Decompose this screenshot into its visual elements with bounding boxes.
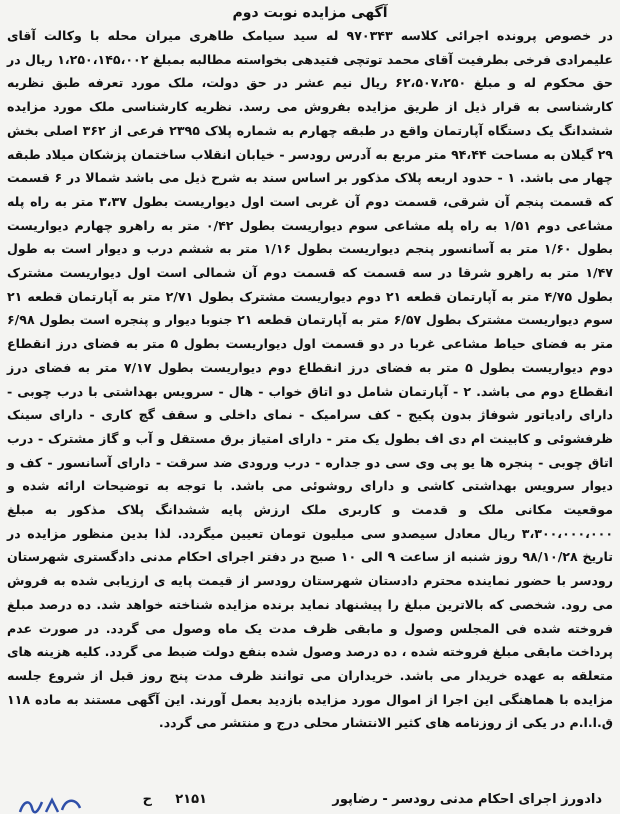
handwritten-stamp-mark: [16, 796, 84, 814]
notice-title: آگهی مزایده نوبت دوم: [232, 5, 388, 21]
notice-code: ۲۱۵۱: [175, 792, 207, 807]
notice-footer: [8, 788, 612, 812]
notice-code-prefix: ح: [142, 792, 152, 807]
signature-line: دادورز اجرای احکام مدنی رودسر - رضاپور: [332, 792, 602, 807]
notice-body: در خصوص پرونده اجرائی کلاسه ۹۷۰۳۴۳ له سید سیامک طاهری میران محله با وکالت آقای علیمرادی فرخی بطرفیت آقای محمد توتچی فتیدهی بخواسته مطالبه بمبلغ ۱،۲۵۰،۱۴۵،۰۰۲ ریال در حق محکوم له و مبلغ ۶۲،۵۰۷،۲۵۰ ریال نیم عشر در حق دولت، ملک مورد تعرفه طبق نظریه کارشناسی به قرار ذیل از طریق مزایده بفروش می رسد. نظریه کارشناسی ملک مورد مزایده ششدانگ یک دستگاه آپارتمان واقع در طبقه چهارم به شماره پلاک ۲۳۹۵ فرعی از ۳۶۲ اصلی بخش ۲۹ گیلان به مساحت ۹۴،۴۴ متر مربع به آدرس رودسر - خیابان انقلاب ساختمان پزشکان میلاد طبقه چهار می باشد. ۱ - حدود اربعه پلاک مذکور بر اساس سند به شرح ذیل می باشد شمالا در ۶ قسمت که قسمت پنجم آن شرقی، قسمت دوم آن غربی است اول دیواریست بطول ۳،۳۷ متر به راه پله مشاعی دوم ۱/۵۱ به راه پله مشاعی سوم دیواریست بطول ۰/۴۲ متر به راهرو چهارم دیواریست بطول ۱/۶۰ متر به آسانسور پنجم دیواریست بطول ۱/۱۶ متر به ششم درب و دیوار است به طول ۱/۴۷ متر به راهرو شرقا در سه قسمت که قسمت دوم آن شمالی است اول دیواریست مشترک بطول ۴/۷۵ متر به آپارتمان قطعه ۲۱ دوم دیواریست مشترک بطول ۲/۷۱ متر به آپارتمان قطعه ۲۱ سوم دیواریست مشترک بطول ۶/۵۷ متر به آپارتمان قطعه ۲۱ جنوبا دیوار و پنجره است بطول ۶/۹۸ متر به فضای حیاط مشاعی غربا در دو قسمت اول دیواریست بطول ۵ متر به فضای درز انقطاع دوم دیواریست بطول ۵ متر به فضای درز انقطاع دوم دیواریست بطول ۷/۱۷ متر به فضای درز انقطاع دوم می باشد. ۲ - آپارتمان شامل دو اتاق خواب - هال - سرویس بهداشتی با درب چوبی - دارای رادیاتور شوفاژ بدون پکیج - کف سرامیک - نمای داخلی و سقف گچ کاری - دارای سینک ظرفشوئی و کابینت ام دی اف بطول یک متر - دارای امتیاز برق مستقل و آب و گاز مشترک - درب اتاق چوبی - پنجره ها یو پی وی سی دو جداره - درب ورودی ضد سرقت - دارای آسانسور - کف و دیوار سرویس بهداشتی کاشی و دارای روشوئی می باشد. با توجه به توضیحات ارائه شده و موقعیت مکانی ملک و قدمت و کاربری ملک ارزش پایه ششدانگ پلاک مذکور به مبلغ ۳،۳۰۰،۰۰۰،۰۰۰ ریال معادل سیصدو سی میلیون تومان تعیین میگردد. لذا بدین منظور مزایده در تاریخ ۹۸/۱۰/۲۸ روز شنبه از ساعت ۹ الی ۱۰ صبح در دفتر اجرای احکام مدنی دادگستری شهرستان رودسر با حضور نماینده محترم دادستان شهرستان رودسر از قیمت پایه ی ارزیابی شده به فروش می رود. شخصی که بالاترین مبلغ را پیشنهاد نماید برنده مزایده شناخته خواهد شد. ده درصد مبلغ فروخته شده فی المجلس وصول و مابقی ظرف مدت یک ماه وصول می گردد. در صورت عدم پرداخت مابقی مبلغ فروخته شده ، ده درصد وصول شده بنفع دولت ضبط می گردد. کلیه هزینه های متعلقه به عهده خریدار می باشد. خریداران می توانند ظرف مدت پنج روز قبل از شروع جلسه مزایده با هماهنگی این اجرا از اموال مورد مزایده بازدید بعمل آورند. این آگهی مستند به ماده ۱۱۸ ق.ا.ا.م در یکی از روزنامه های کثیر الانتشار محلی درج و منتشر می گردد.: [7, 28, 614, 731]
